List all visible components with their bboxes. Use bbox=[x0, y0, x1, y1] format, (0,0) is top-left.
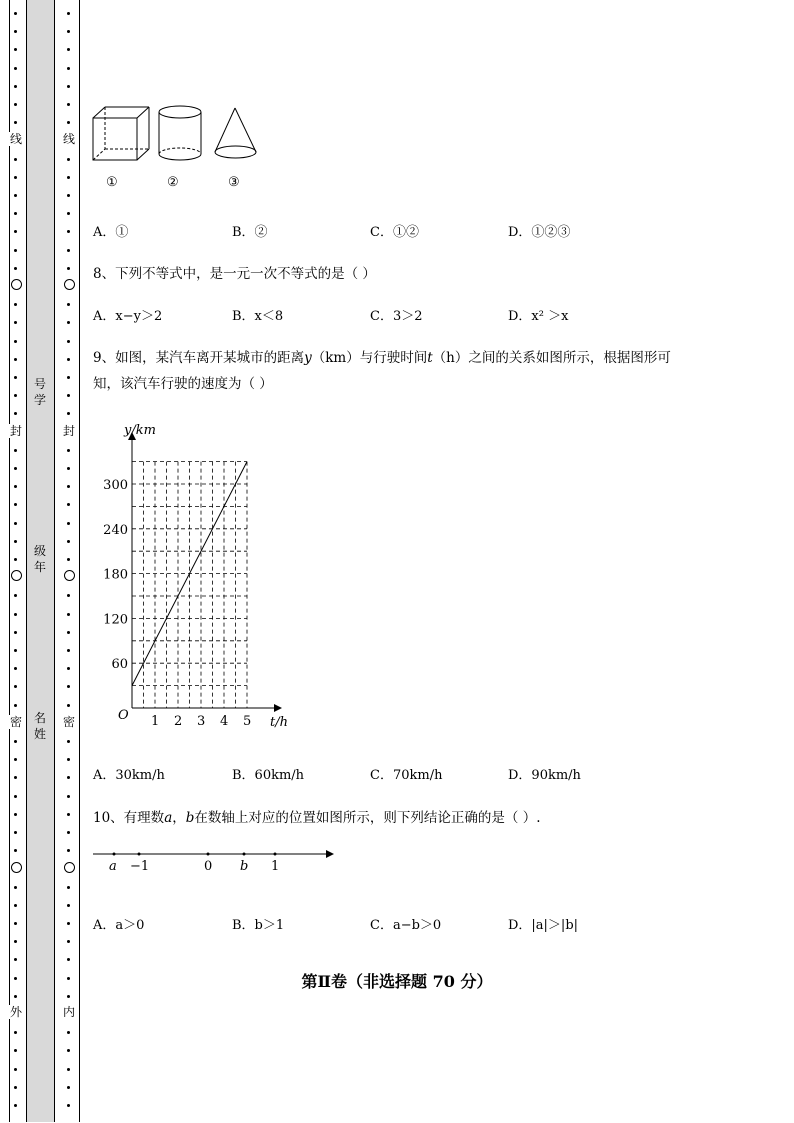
label-name: 名姓 bbox=[33, 711, 46, 741]
gutter-dot bbox=[14, 540, 17, 543]
gutter-dot bbox=[67, 904, 70, 907]
chart-grid bbox=[132, 462, 247, 708]
gutter-char-inner-4: 内 bbox=[62, 1005, 75, 1019]
gutter-dot bbox=[67, 558, 70, 561]
numberline-label-0: 0 bbox=[204, 859, 213, 874]
numberline-label-b: b bbox=[240, 859, 249, 874]
gutter-dot bbox=[67, 412, 70, 415]
y-tick-label: 60 bbox=[111, 657, 128, 673]
gutter-dot bbox=[67, 376, 70, 379]
y-tick-label: 120 bbox=[103, 612, 128, 628]
gutter-circle bbox=[11, 570, 22, 581]
gutter-circle bbox=[64, 862, 75, 873]
gutter-border-right bbox=[79, 0, 80, 1122]
gutter-dot bbox=[67, 267, 70, 270]
gutter-dot bbox=[14, 449, 17, 452]
gutter-dot bbox=[14, 340, 17, 343]
gutter-dot bbox=[67, 503, 70, 506]
gutter-dot bbox=[67, 831, 70, 834]
gutter-dot bbox=[67, 886, 70, 889]
gutter-dot bbox=[67, 467, 70, 470]
gutter-dot bbox=[14, 558, 17, 561]
x-tick-label: 3 bbox=[197, 714, 206, 729]
gutter-dot bbox=[14, 995, 17, 998]
distance-time-chart bbox=[98, 418, 298, 730]
gutter-dot bbox=[67, 121, 70, 124]
q7-option-c: C．①② bbox=[370, 225, 419, 240]
gutter-dot bbox=[14, 376, 17, 379]
q9-option-d: D．90km/h bbox=[508, 768, 581, 783]
gutter-dot bbox=[14, 485, 17, 488]
label-student-number: 号学 bbox=[33, 377, 46, 407]
label-grade: 级年 bbox=[33, 544, 46, 574]
gutter-dot bbox=[67, 667, 70, 670]
gutter-dot bbox=[14, 776, 17, 779]
gutter-dot bbox=[67, 449, 70, 452]
gutter-dot bbox=[67, 940, 70, 943]
gutter-dot bbox=[14, 795, 17, 798]
gutter-dot bbox=[67, 740, 70, 743]
q8-stem: 8、下列不等式中，是一元一次不等式的是（ ） bbox=[93, 266, 376, 282]
gutter-dot bbox=[14, 467, 17, 470]
gutter-dot bbox=[14, 904, 17, 907]
gutter-dot bbox=[14, 249, 17, 252]
gutter-dot bbox=[14, 594, 17, 597]
gutter-dot bbox=[67, 685, 70, 688]
gutter-dot bbox=[14, 631, 17, 634]
shape-label-1: ① bbox=[106, 175, 118, 190]
gutter-char-inner-3: 密 bbox=[62, 715, 75, 729]
gutter-dot bbox=[67, 85, 70, 88]
gutter-circle bbox=[64, 570, 75, 581]
gutter-char-inner-1: 线 bbox=[62, 132, 75, 146]
gutter-dot bbox=[14, 849, 17, 852]
gutter-dot bbox=[67, 30, 70, 33]
gutter-dot bbox=[67, 358, 70, 361]
gutter-dot bbox=[14, 758, 17, 761]
gutter-dot bbox=[67, 594, 70, 597]
gutter-dot bbox=[67, 649, 70, 652]
origin-label: O bbox=[118, 708, 129, 723]
gutter-dot bbox=[67, 485, 70, 488]
gutter-dot bbox=[14, 503, 17, 506]
shape-label-3: ③ bbox=[228, 175, 240, 190]
gutter-dot bbox=[14, 667, 17, 670]
gutter-char-inner-2: 封 bbox=[62, 424, 75, 438]
gutter-dot bbox=[67, 704, 70, 707]
section-title: 第Ⅱ卷（非选择题 70 分） bbox=[301, 972, 493, 991]
q10-option-c: C．a−b＞0 bbox=[370, 918, 442, 933]
gutter-dot bbox=[14, 12, 17, 15]
gutter-dot bbox=[67, 849, 70, 852]
gutter-dot bbox=[14, 1049, 17, 1052]
number-line bbox=[92, 843, 337, 877]
gutter-dot bbox=[14, 212, 17, 215]
gutter-dot bbox=[67, 795, 70, 798]
gutter-circle bbox=[11, 862, 22, 873]
gutter-dot bbox=[14, 649, 17, 652]
q10-stem: 10、有理数a，b在数轴上对应的位置如图所示，则下列结论正确的是（ ）. bbox=[93, 810, 541, 826]
gutter-char-outer-1: 线 bbox=[9, 132, 22, 146]
q7-option-a: A．① bbox=[93, 225, 129, 240]
gutter-dot bbox=[14, 267, 17, 270]
gutter-dot bbox=[14, 103, 17, 106]
gutter-dot bbox=[14, 158, 17, 161]
q10-option-b: B．b＞1 bbox=[232, 918, 285, 933]
gutter-dot bbox=[67, 522, 70, 525]
gutter-dot bbox=[14, 321, 17, 324]
gutter-dot bbox=[14, 1068, 17, 1071]
x-axis-label: t/h bbox=[270, 715, 288, 730]
gutter-dot bbox=[67, 67, 70, 70]
shape-label-2: ② bbox=[167, 175, 179, 190]
gutter-dot bbox=[67, 103, 70, 106]
gutter-dot bbox=[67, 1104, 70, 1107]
gutter-dot bbox=[14, 685, 17, 688]
numberline-label-neg1: −1 bbox=[130, 859, 150, 874]
gutter-dot bbox=[14, 522, 17, 525]
gutter-circle bbox=[64, 279, 75, 290]
y-tick-label: 300 bbox=[103, 477, 128, 493]
gutter-dot bbox=[14, 613, 17, 616]
gutter-dot bbox=[67, 758, 70, 761]
y-tick-label: 240 bbox=[103, 522, 128, 538]
gutter-dot bbox=[67, 1068, 70, 1071]
q7-option-d: D．①②③ bbox=[508, 225, 571, 240]
gutter-char-outer-2: 封 bbox=[9, 424, 22, 438]
gutter-dot bbox=[14, 230, 17, 233]
gutter-dot bbox=[14, 48, 17, 51]
gutter-dot bbox=[14, 85, 17, 88]
gutter-dot bbox=[67, 321, 70, 324]
gutter-dot bbox=[14, 740, 17, 743]
q8-option-a: A．x−y＞2 bbox=[93, 309, 163, 324]
gutter-dot bbox=[14, 958, 17, 961]
q9-option-c: C．70km/h bbox=[370, 768, 443, 783]
gutter-dot bbox=[67, 176, 70, 179]
gutter-dot bbox=[67, 995, 70, 998]
q9-option-b: B．60km/h bbox=[232, 768, 305, 783]
gutter-dot bbox=[67, 230, 70, 233]
gutter-dot bbox=[67, 922, 70, 925]
gutter-dot bbox=[14, 176, 17, 179]
gutter-dot bbox=[67, 613, 70, 616]
numberline-label-a: a bbox=[109, 859, 117, 874]
q8-option-d: D．x² ＞x bbox=[508, 309, 569, 324]
x-tick-label: 5 bbox=[243, 714, 252, 729]
gutter-dot bbox=[67, 958, 70, 961]
gutter-dot bbox=[67, 212, 70, 215]
gutter-dot bbox=[67, 540, 70, 543]
x-tick-label: 4 bbox=[220, 714, 229, 729]
gutter-dot bbox=[67, 1086, 70, 1089]
q7-option-b: B．② bbox=[232, 225, 268, 240]
gutter-dot bbox=[14, 412, 17, 415]
q9-stem-line-1: 9、如图，某汽车离开某城市的距离y（km）与行驶时间t（h）之间的关系如图所示，根据图形可 bbox=[93, 350, 671, 366]
q10-option-d: D．|a|＞|b| bbox=[508, 918, 579, 933]
gutter-dot bbox=[14, 30, 17, 33]
x-tick-label: 1 bbox=[151, 714, 160, 729]
gutter-dot bbox=[14, 67, 17, 70]
gutter-dot bbox=[67, 631, 70, 634]
gutter-dot bbox=[14, 704, 17, 707]
gutter-dot bbox=[67, 394, 70, 397]
q8-option-b: B．x＜8 bbox=[232, 309, 284, 324]
gutter-dot bbox=[14, 394, 17, 397]
q9-option-a: A．30km/h bbox=[93, 768, 165, 783]
gutter-dot bbox=[67, 1049, 70, 1052]
gutter-dotted-line-left bbox=[9, 0, 10, 1122]
gutter-dot bbox=[67, 48, 70, 51]
gutter-dot bbox=[14, 831, 17, 834]
gutter-dot bbox=[67, 12, 70, 15]
gutter-dot bbox=[14, 1031, 17, 1034]
gutter-dot bbox=[67, 249, 70, 252]
numberline-label-1: 1 bbox=[271, 859, 280, 874]
gutter-dot bbox=[67, 1031, 70, 1034]
q8-option-c: C．3＞2 bbox=[370, 309, 423, 324]
gutter-dot bbox=[14, 358, 17, 361]
q9-stem-line-2: 知，该汽车行驶的速度为（ ） bbox=[93, 376, 273, 392]
gutter-dot bbox=[14, 1104, 17, 1107]
gutter-char-outer-4: 外 bbox=[9, 1005, 22, 1019]
x-tick-label: 2 bbox=[174, 714, 183, 729]
y-tick-label: 180 bbox=[103, 567, 128, 583]
gutter-dot bbox=[67, 158, 70, 161]
gutter-dot bbox=[67, 813, 70, 816]
gutter-dot bbox=[14, 922, 17, 925]
gutter-dot bbox=[14, 121, 17, 124]
gutter-dot bbox=[14, 940, 17, 943]
gutter-dot bbox=[14, 886, 17, 889]
chart-tick-labels bbox=[103, 478, 251, 729]
gutter-dot bbox=[14, 813, 17, 816]
gutter-dot bbox=[67, 340, 70, 343]
gutter-char-outer-3: 密 bbox=[9, 715, 22, 729]
gutter-dot bbox=[14, 303, 17, 306]
gutter-dot bbox=[67, 194, 70, 197]
gutter-dot bbox=[14, 194, 17, 197]
q10-option-a: A．a＞0 bbox=[93, 918, 145, 933]
gutter-circle bbox=[11, 279, 22, 290]
y-axis-label: y/km bbox=[124, 423, 156, 438]
gutter-dot bbox=[67, 776, 70, 779]
gutter-dot bbox=[14, 1086, 17, 1089]
gutter-dot bbox=[67, 303, 70, 306]
